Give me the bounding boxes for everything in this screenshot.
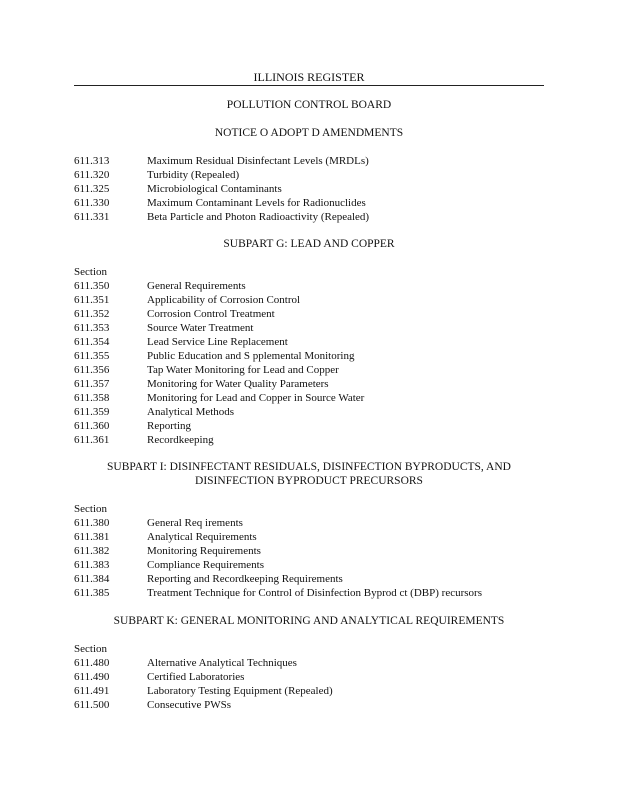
section-title: Tap Water Monitoring for Lead and Copper xyxy=(147,364,339,376)
board-name: POLLUTION CONTROL BOARD xyxy=(226,99,392,111)
section-title: Analytical Requirements xyxy=(147,531,257,543)
section-entry xyxy=(0,516,618,530)
section-entry xyxy=(0,154,618,168)
section-entry xyxy=(0,182,618,196)
section-title: Certified Laboratories xyxy=(147,671,245,683)
section-title: Analytical Methods xyxy=(147,406,235,418)
section-number: 611.500 xyxy=(74,699,110,711)
subpart-i-section-label: Section xyxy=(74,503,107,515)
section-number: 611.491 xyxy=(74,685,110,697)
section-title: Monitoring for Water Quality Parameters xyxy=(147,378,329,390)
section-entry xyxy=(0,670,618,684)
section-entry xyxy=(0,279,618,293)
section-title: Recordkeeping xyxy=(147,434,214,446)
section-number: 611.385 xyxy=(74,587,110,599)
register-title: ILLINOIS REGISTER xyxy=(74,70,544,86)
section-title: Corrosion Control Treatment xyxy=(147,308,275,320)
section-title: Beta Particle and Photon Radioactivity (Repealed) xyxy=(147,211,370,223)
section-entry xyxy=(0,698,618,712)
section-number: 611.353 xyxy=(74,322,110,334)
section-number: 611.320 xyxy=(74,169,110,181)
section-number: 611.313 xyxy=(74,155,110,167)
section-number: 611.383 xyxy=(74,559,110,571)
section-title: Microbiological Contaminants xyxy=(147,183,282,195)
section-title: Alternative Analytical Techniques xyxy=(147,657,297,669)
section-entry xyxy=(0,307,618,321)
section-title: Applicability of Corrosion Control xyxy=(147,294,301,306)
subpart-k-heading: SUBPART K: GENERAL MONITORING AND ANALYTICAL REQUIREMENTS xyxy=(113,615,505,627)
section-entry xyxy=(0,433,618,447)
subpart-g-heading: SUBPART G: LEAD AND COPPER xyxy=(223,238,395,250)
section-title: Maximum Contaminant Levels for Radionuclides xyxy=(147,197,366,209)
section-title: Turbidity (Repealed) xyxy=(147,169,240,181)
section-number: 611.351 xyxy=(74,294,110,306)
section-entry xyxy=(0,656,618,670)
section-entry xyxy=(0,684,618,698)
section-title: Laboratory Testing Equipment (Repealed) xyxy=(147,685,333,697)
section-entry xyxy=(0,196,618,210)
section-entry xyxy=(0,377,618,391)
subpart-i-heading-line2: DISINFECTION BYPRODUCT PRECURSORS xyxy=(195,475,423,487)
section-entry xyxy=(0,210,618,224)
section-entry xyxy=(0,572,618,586)
section-title: Treatment Technique for Control of Disinfection Byprod ct (DBP) recursors xyxy=(147,587,482,599)
section-title: Compliance Requirements xyxy=(147,559,264,571)
section-entry xyxy=(0,349,618,363)
section-title: Source Water Treatment xyxy=(147,322,254,334)
section-number: 611.480 xyxy=(74,657,110,669)
section-number: 611.361 xyxy=(74,434,110,446)
section-number: 611.330 xyxy=(74,197,110,209)
section-title: Monitoring Requirements xyxy=(147,545,261,557)
section-number: 611.325 xyxy=(74,183,110,195)
section-entry xyxy=(0,293,618,307)
notice-title: NOTICE O ADOPT D AMENDMENTS xyxy=(214,127,404,139)
section-title: Public Education and S pplemental Monitoring xyxy=(147,350,355,362)
subpart-k-section-label: Section xyxy=(74,643,107,655)
section-title: Reporting and Recordkeeping Requirements xyxy=(147,573,343,585)
section-entry xyxy=(0,391,618,405)
section-entry xyxy=(0,586,618,600)
section-number: 611.382 xyxy=(74,545,110,557)
section-entry xyxy=(0,405,618,419)
section-number: 611.359 xyxy=(74,406,110,418)
section-entry xyxy=(0,335,618,349)
section-number: 611.350 xyxy=(74,280,110,292)
section-entry xyxy=(0,544,618,558)
section-number: 611.384 xyxy=(74,573,110,585)
section-number: 611.356 xyxy=(74,364,110,376)
section-entry xyxy=(0,363,618,377)
section-entry xyxy=(0,419,618,433)
section-title: Maximum Residual Disinfectant Levels (MRDLs) xyxy=(147,155,369,167)
section-title: General Req irements xyxy=(147,517,243,529)
section-entry xyxy=(0,321,618,335)
section-number: 611.381 xyxy=(74,531,110,543)
section-title: Reporting xyxy=(147,420,191,432)
section-number: 611.358 xyxy=(74,392,110,404)
section-entry xyxy=(0,530,618,544)
subpart-g-section-label: Section xyxy=(74,266,107,278)
section-entry xyxy=(0,558,618,572)
section-title: General Requirements xyxy=(147,280,246,292)
section-number: 611.354 xyxy=(74,336,110,348)
section-number: 611.352 xyxy=(74,308,110,320)
section-title: Lead Service Line Replacement xyxy=(147,336,288,348)
section-number: 611.331 xyxy=(74,211,110,223)
section-number: 611.490 xyxy=(74,671,110,683)
section-title: Monitoring for Lead and Copper in Source Water xyxy=(147,392,365,404)
section-number: 611.380 xyxy=(74,517,110,529)
subpart-i-heading-line1: SUBPART I: DISINFECTANT RESIDUALS, DISINFECTION BYPRODUCTS, AND xyxy=(107,461,511,473)
section-title: Consecutive PWSs xyxy=(147,699,232,711)
section-entry xyxy=(0,168,618,182)
section-number: 611.355 xyxy=(74,350,110,362)
section-number: 611.357 xyxy=(74,378,110,390)
section-number: 611.360 xyxy=(74,420,110,432)
